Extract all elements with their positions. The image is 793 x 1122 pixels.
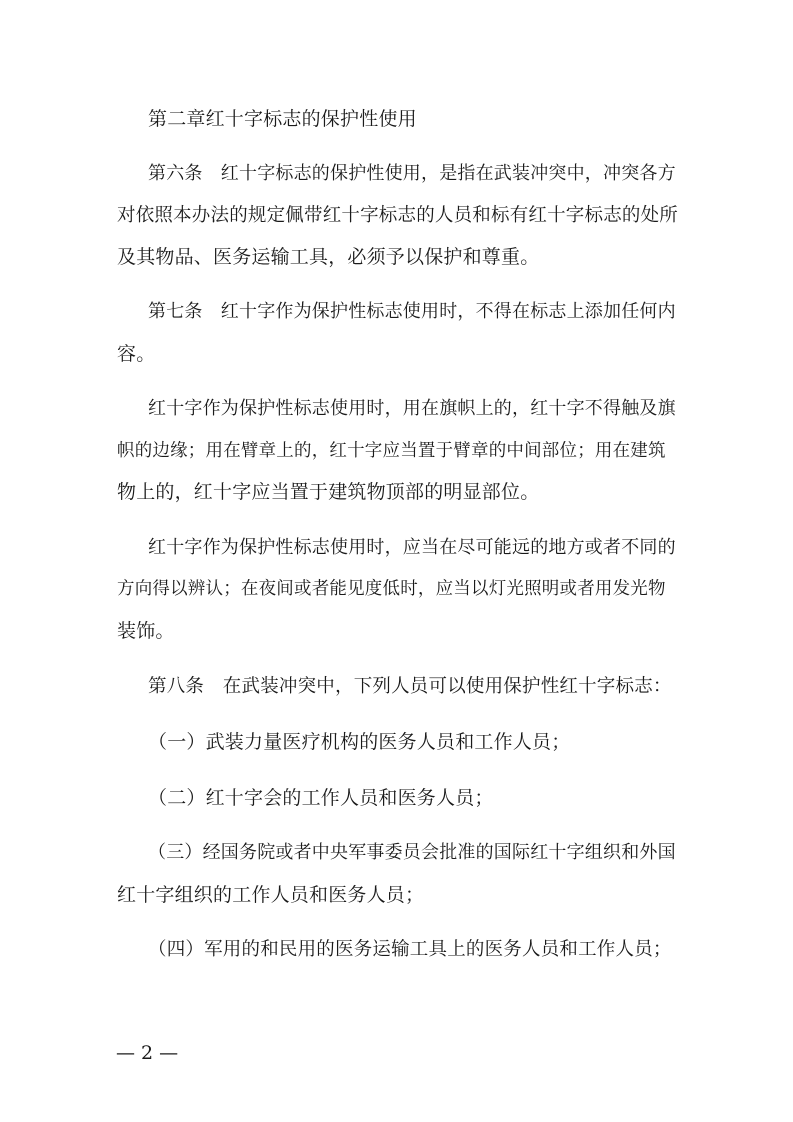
article-6-line-3: 及其物品、医务运输工具，必须予以保护和尊重。	[117, 246, 540, 268]
list-item-1: （一）武装力量医疗机构的医务人员和工作人员；	[148, 731, 571, 753]
article-7-line-2: 容。	[117, 343, 156, 365]
list-item-2: （二）红十字会的工作人员和医务人员；	[148, 787, 494, 809]
paragraph-flag-line-2: 帜的边缘；用在臂章上的，红十字应当置于臂章的中间部位；用在建筑	[117, 441, 666, 461]
list-item-4: （四）军用的和民用的医务运输工具上的医务人员和工作人员；	[148, 939, 672, 960]
article-6-line-2: 对依照本办法的规定佩带红十字标志的人员和标有红十字标志的处所	[117, 205, 679, 226]
chapter-heading: 第二章红十字标志的保护性使用	[148, 108, 417, 130]
page-number: — 2 —	[116, 1042, 179, 1064]
article-8-intro: 第八条 在武装冲突中，下列人员可以使用保护性红十字标志：	[148, 676, 672, 697]
paragraph-visibility-line-1: 红十字作为保护性标志使用时，应当在尽可能远的地方或者不同的	[148, 537, 676, 558]
paragraph-flag-line-3: 物上的，红十字应当置于建筑物顶部的明显部位。	[117, 481, 540, 503]
article-6-line-1: 第六条 红十字标志的保护性使用，是指在武装冲突中，冲突各方	[148, 163, 676, 184]
list-item-3-line-2: 红十字组织的工作人员和医务人员；	[117, 884, 425, 906]
article-7-line-1: 第七条 红十字作为保护性标志使用时，不得在标志上添加任何内	[148, 301, 676, 322]
paragraph-visibility-line-3: 装饰。	[117, 620, 175, 642]
list-item-3-line-1: （三）经国务院或者中央军事委员会批准的国际红十字组织和外国	[148, 842, 676, 863]
paragraph-flag-line-1: 红十字作为保护性标志使用时，用在旗帜上的，红十字不得触及旗	[148, 398, 676, 419]
paragraph-visibility-line-2: 方向得以辨认；在夜间或者能见度低时，应当以灯光照明或者用发光物	[117, 579, 666, 599]
